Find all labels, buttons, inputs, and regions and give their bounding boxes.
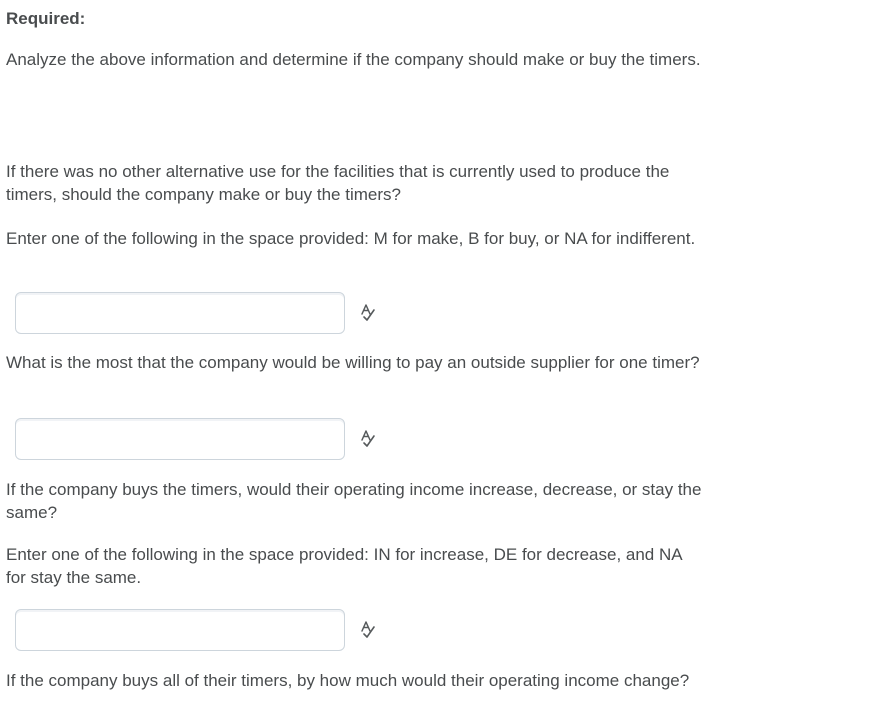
required-heading: Required: — [6, 9, 86, 28]
spell-check-icon[interactable] — [358, 429, 378, 449]
question-income-effect: If the company buys the timers, would their operating income increase, decrease, or stay the same? — [6, 480, 702, 522]
answer-row-income-effect — [15, 609, 395, 651]
question-max-pay: What is the most that the company would be willing to pay an outside supplier for one timer? — [6, 353, 700, 372]
instruction-analyze: Analyze the above information and determine if the company should make or buy the timers. — [6, 50, 701, 69]
question-income-change: If the company buys all of their timers, by how much would their operating income change? — [6, 671, 690, 690]
spell-check-icon[interactable] — [358, 303, 378, 323]
question-make-or-buy: If there was no other alternative use for the facilities that is currently used to produce the timers, should the company make or buy the timers? — [6, 162, 670, 204]
instruction-income-effect: Enter one of the following in the space provided: IN for increase, DE for decrease, and NA for stay the same. — [6, 545, 682, 587]
max-pay-input[interactable] — [15, 418, 345, 460]
make-or-buy-input[interactable] — [15, 292, 345, 334]
answer-row-make-or-buy — [15, 292, 395, 334]
instruction-make-or-buy: Enter one of the following in the space provided: M for make, B for buy, or NA for indifferent. — [6, 229, 696, 248]
spell-check-icon[interactable] — [358, 620, 378, 640]
answer-row-max-pay — [15, 418, 395, 460]
income-effect-input[interactable] — [15, 609, 345, 651]
